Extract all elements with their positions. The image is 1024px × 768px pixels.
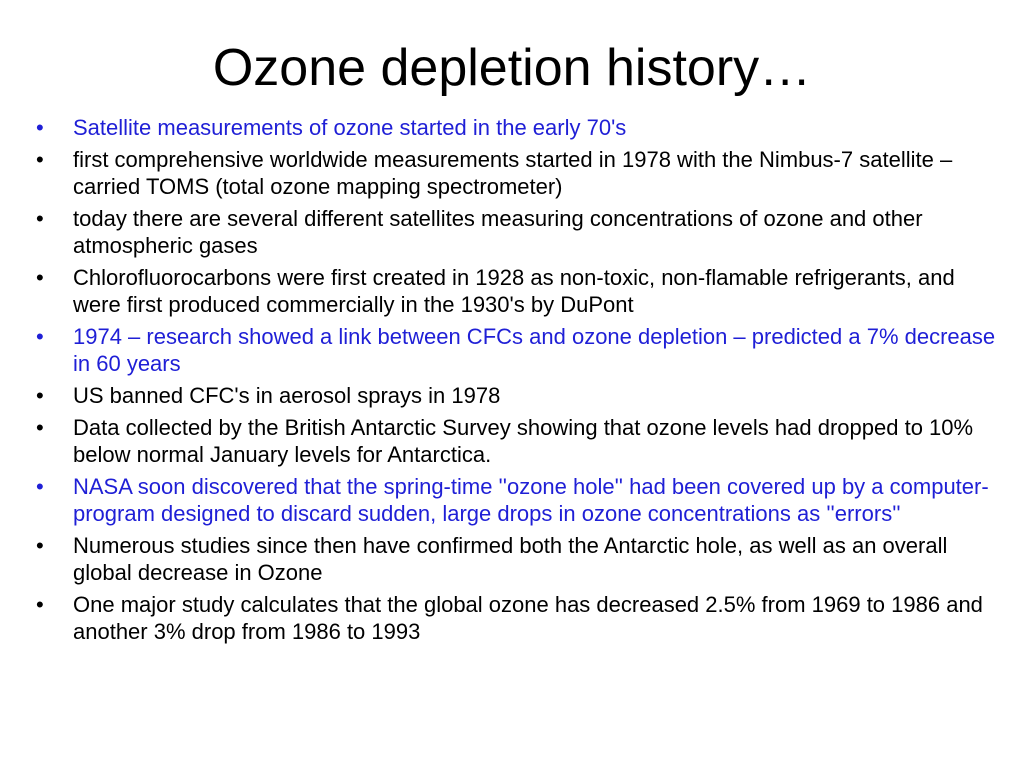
bullet-dot-icon: • [36,383,44,408]
bullet-item [36,382,996,409]
bullet-list [36,114,996,650]
bullet-text: NASA soon discovered that the spring-time ''ozone hole'' had been covered up by a computer-program designed to discard sudden, large drops in ozone concentrations as ''errors'' [73,474,989,526]
bullet-item [36,414,996,468]
bullet-item [36,473,996,527]
bullet-dot-icon: • [36,474,44,499]
bullet-text: Satellite measurements of ozone started in the early 70's [73,115,627,140]
bullet-dot-icon: • [36,533,44,558]
bullet-dot-icon: • [36,115,44,140]
bullet-item [36,114,996,141]
bullet-dot-icon: • [36,265,44,290]
bullet-text: One major study calculates that the global ozone has decreased 2.5% from 1969 to 1986 and another 3% drop from 1986 to 1993 [73,592,983,644]
bullet-item [36,205,996,259]
slide-title: Ozone depletion history… [212,39,812,97]
bullet-dot-icon: • [36,147,44,172]
bullet-text: 1974 – research showed a link between CFCs and ozone depletion – predicted a 7% decrease in 60 years [73,324,996,376]
bullet-item [36,591,996,645]
bullet-dot-icon: • [36,324,44,349]
bullet-dot-icon: • [36,206,44,231]
bullet-text: Chlorofluorocarbons were first created in 1928 as non-toxic, non-flamable refrigerants, and were first produced commercially in the 1930's by DuPont [73,265,955,317]
bullet-item [36,532,996,586]
bullet-text: first comprehensive worldwide measurements started in 1978 with the Nimbus-7 satellite – carried TOMS (total ozone mapping spectrometer) [73,147,953,199]
bullet-item [36,323,996,377]
bullet-dot-icon: • [36,592,44,617]
bullet-text: today there are several different satellites measuring concentrations of ozone and other atmospheric gases [73,206,923,258]
bullet-item [36,146,996,200]
bullet-dot-icon: • [36,415,44,440]
bullet-text: Data collected by the British Antarctic Survey showing that ozone levels had dropped to 10% below normal January levels for Antarctica. [73,415,974,467]
bullet-item [36,264,996,318]
bullet-text: Numerous studies since then have confirmed both the Antarctic hole, as well as an overall global decrease in Ozone [73,533,948,585]
bullet-text: US banned CFC's in aerosol sprays in 1978 [73,383,501,408]
